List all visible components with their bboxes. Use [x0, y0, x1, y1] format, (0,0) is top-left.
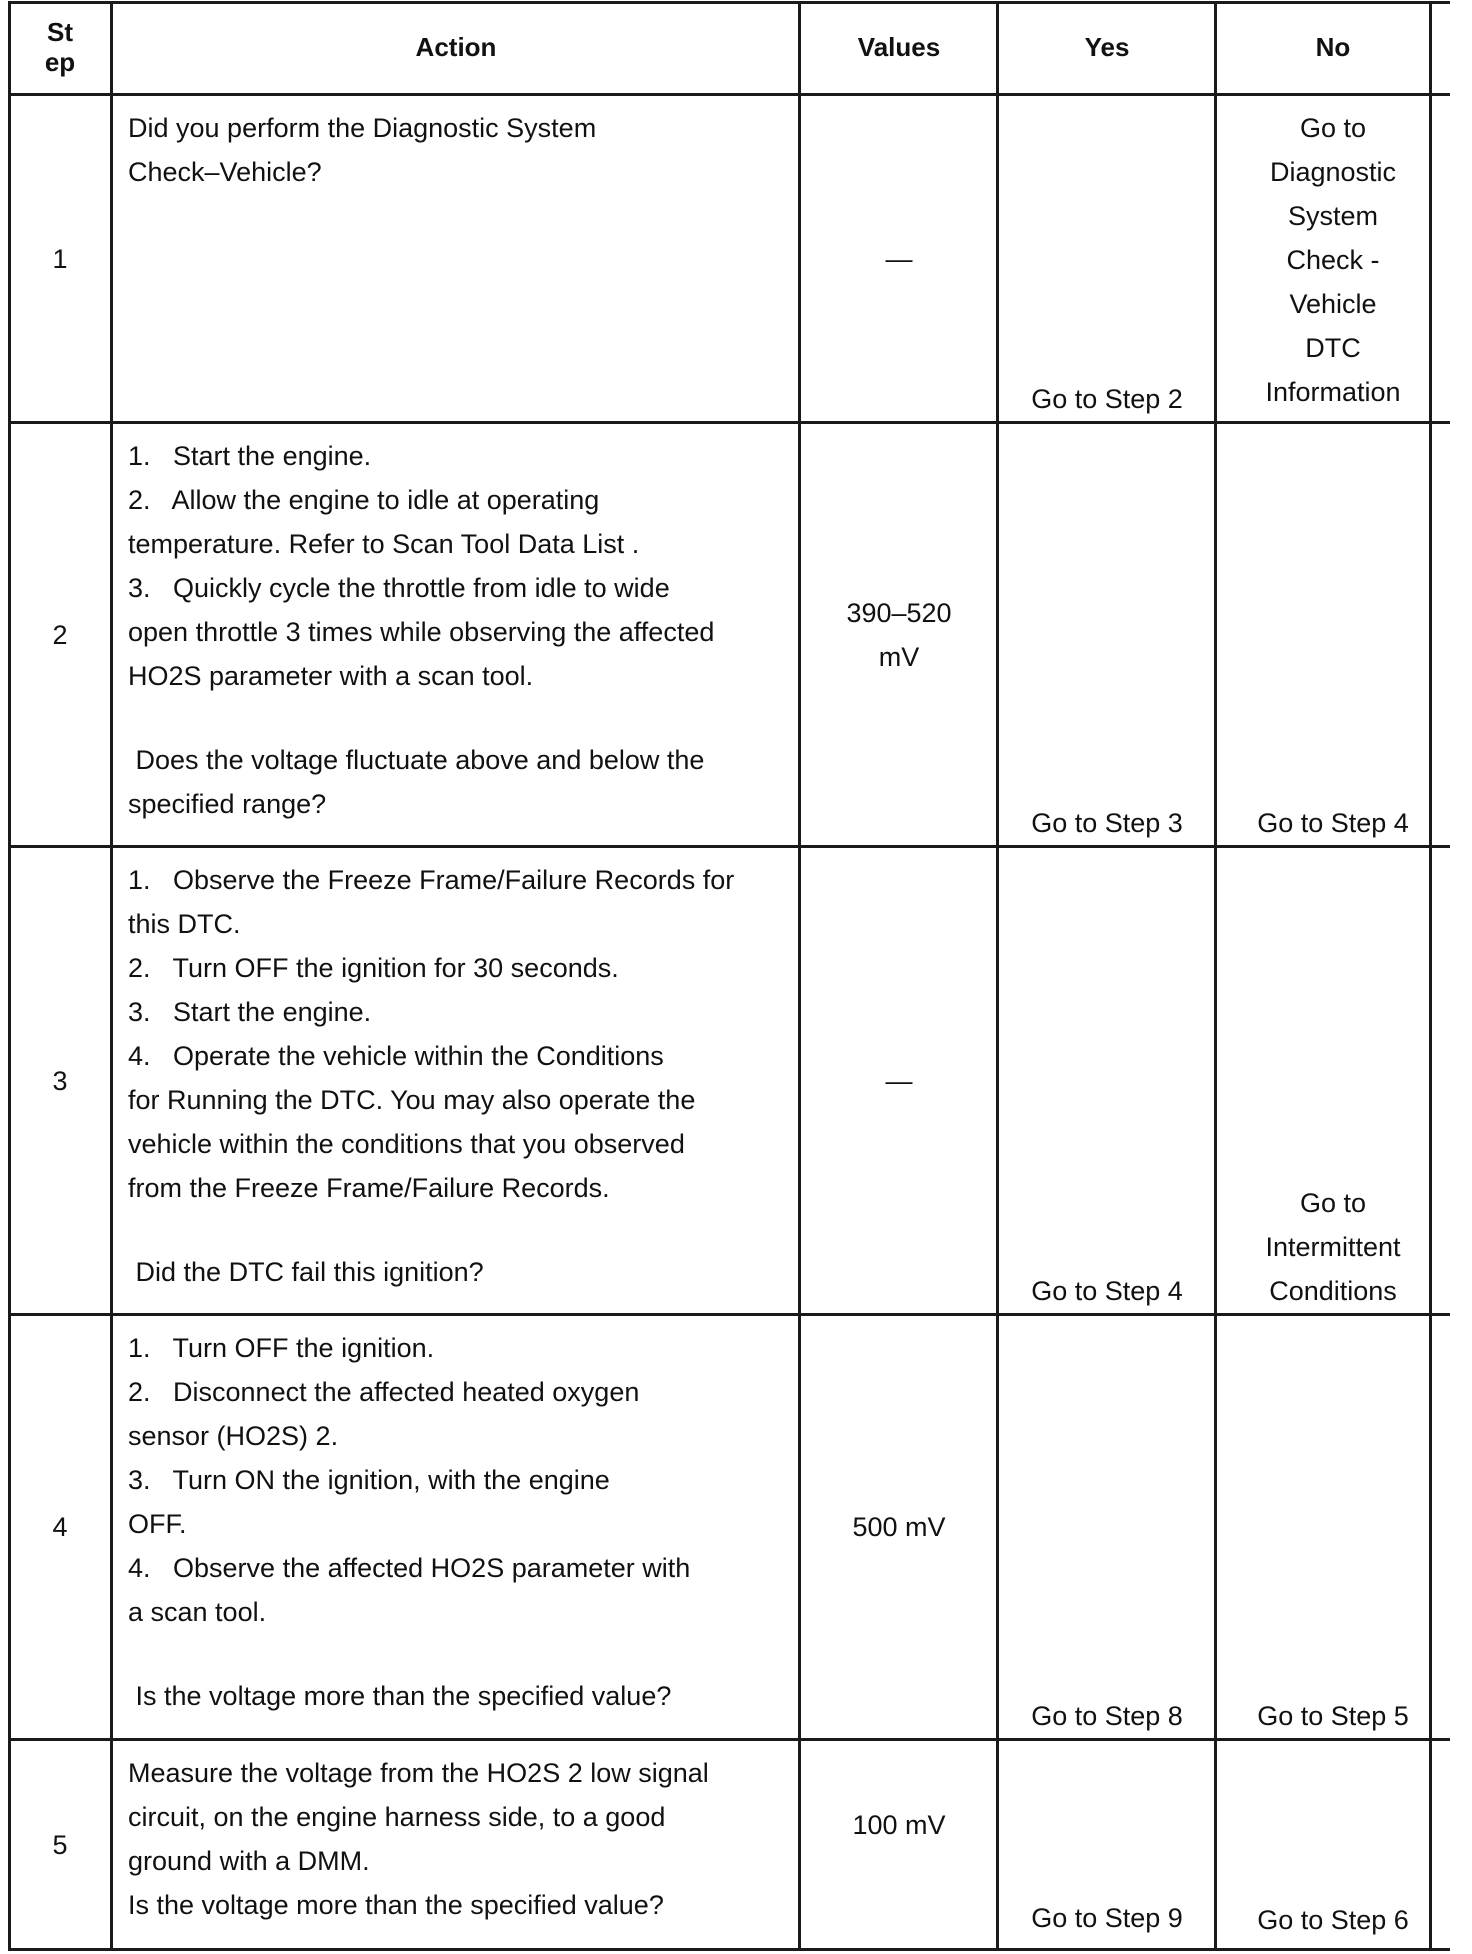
header-row: [8, 1, 1450, 96]
action-line: 1. Observe the Freeze Frame/Failure Records for: [128, 865, 735, 895]
action-line: from the Freeze Frame/Failure Records.: [128, 1173, 610, 1203]
action-question: Does the voltage fluctuate above and below the specified range?: [128, 745, 705, 819]
action-line: 1. Start the engine.: [128, 441, 372, 471]
table-row: [8, 1741, 1450, 1951]
yes-cell: Go to Step 8: [1031, 1701, 1183, 1731]
diagnostic-table: [8, 1, 1450, 1951]
action-line: 4. Operate the vehicle within the Conditions: [128, 1041, 664, 1071]
table-row: [8, 848, 1450, 1316]
header-no: No: [1315, 32, 1351, 62]
action-line: 2. Disconnect the affected heated oxygen: [128, 1377, 640, 1407]
value-cell: 500 mV: [852, 1512, 946, 1542]
no-cell: Go to Intermittent Conditions: [1265, 1188, 1401, 1306]
action-question: Did the DTC fail this ignition?: [128, 1257, 484, 1287]
grid-line: [110, 1, 113, 1951]
value-cell: 390–520 mV: [846, 597, 952, 672]
action-line: 3. Quickly cycle the throttle from idle to wide: [128, 573, 670, 603]
header-action: Action: [415, 32, 497, 62]
action-line: ground with a DMM.: [128, 1846, 370, 1876]
table-row: [8, 424, 1450, 848]
action-line: 1. Turn OFF the ignition.: [128, 1333, 435, 1363]
step-number: 2: [52, 619, 68, 650]
action-cell: [112, 1741, 800, 1948]
action-line: Check–Vehicle?: [128, 157, 322, 187]
step-number: 3: [52, 1065, 68, 1096]
action-line: a scan tool.: [128, 1597, 267, 1627]
grid-line: [1429, 1, 1432, 1951]
value-cell: —: [885, 1065, 913, 1096]
action-line: for Running the DTC. You may also operate the: [128, 1085, 696, 1115]
no-cell: Go to Step 5: [1257, 1701, 1409, 1731]
step-number: 5: [52, 1829, 68, 1860]
grid-line: [996, 1, 999, 1951]
no-cell: Go to Step 6: [1257, 1905, 1409, 1935]
action-line: OFF.: [128, 1509, 187, 1539]
yes-cell: Go to Step 3: [1031, 808, 1183, 838]
grid-line: [798, 1, 801, 1951]
no-cell: Go to Diagnostic System Check - Vehicle DTC Information: [1265, 113, 1401, 407]
action-line: temperature. Refer to Scan Tool Data List .: [128, 529, 640, 559]
action-line: this DTC.: [128, 909, 241, 939]
action-line: Measure the voltage from the HO2S 2 low signal: [128, 1758, 709, 1788]
action-line: Did you perform the Diagnostic System: [128, 113, 597, 143]
action-line: circuit, on the engine harness side, to a good: [128, 1802, 666, 1832]
action-line: 4. Observe the affected HO2S parameter with: [128, 1553, 691, 1583]
table-row: [8, 96, 1450, 424]
grid-line: [8, 1, 11, 1951]
yes-cell: Go to Step 4: [1031, 1276, 1183, 1306]
action-cell: [112, 96, 800, 421]
action-cell: [112, 424, 800, 845]
action-line: 2. Allow the engine to idle at operating: [128, 485, 600, 515]
action-cell: [112, 848, 800, 1313]
action-line: open throttle 3 times while observing the affected: [128, 617, 715, 647]
action-line: 3. Start the engine.: [128, 997, 372, 1027]
step-number: 4: [52, 1512, 68, 1542]
action-cell: [112, 1316, 800, 1738]
header-yes: Yes: [1084, 32, 1130, 62]
no-cell: Go to Step 4: [1257, 808, 1409, 838]
action-line: HO2S parameter with a scan tool.: [128, 661, 534, 691]
action-line: 3. Turn ON the ignition, with the engine: [128, 1465, 610, 1495]
step-number: 1: [52, 243, 68, 274]
grid-line: [1214, 1, 1217, 1951]
action-line: 2. Turn OFF the ignition for 30 seconds.: [128, 953, 619, 983]
header-values: Values: [857, 32, 941, 62]
value-cell: 100 mV: [852, 1810, 946, 1840]
yes-cell: Go to Step 9: [1031, 1903, 1183, 1933]
header-step: St ep: [44, 17, 76, 77]
action-line: vehicle within the conditions that you observed: [128, 1129, 685, 1159]
value-cell: —: [885, 243, 913, 274]
yes-cell: Go to Step 2: [1031, 384, 1183, 414]
action-line: sensor (HO2S) 2.: [128, 1421, 339, 1451]
action-question: Is the voltage more than the specified value?: [128, 1681, 672, 1711]
table-row: [8, 1316, 1450, 1741]
action-line: Is the voltage more than the specified value?: [128, 1890, 664, 1920]
